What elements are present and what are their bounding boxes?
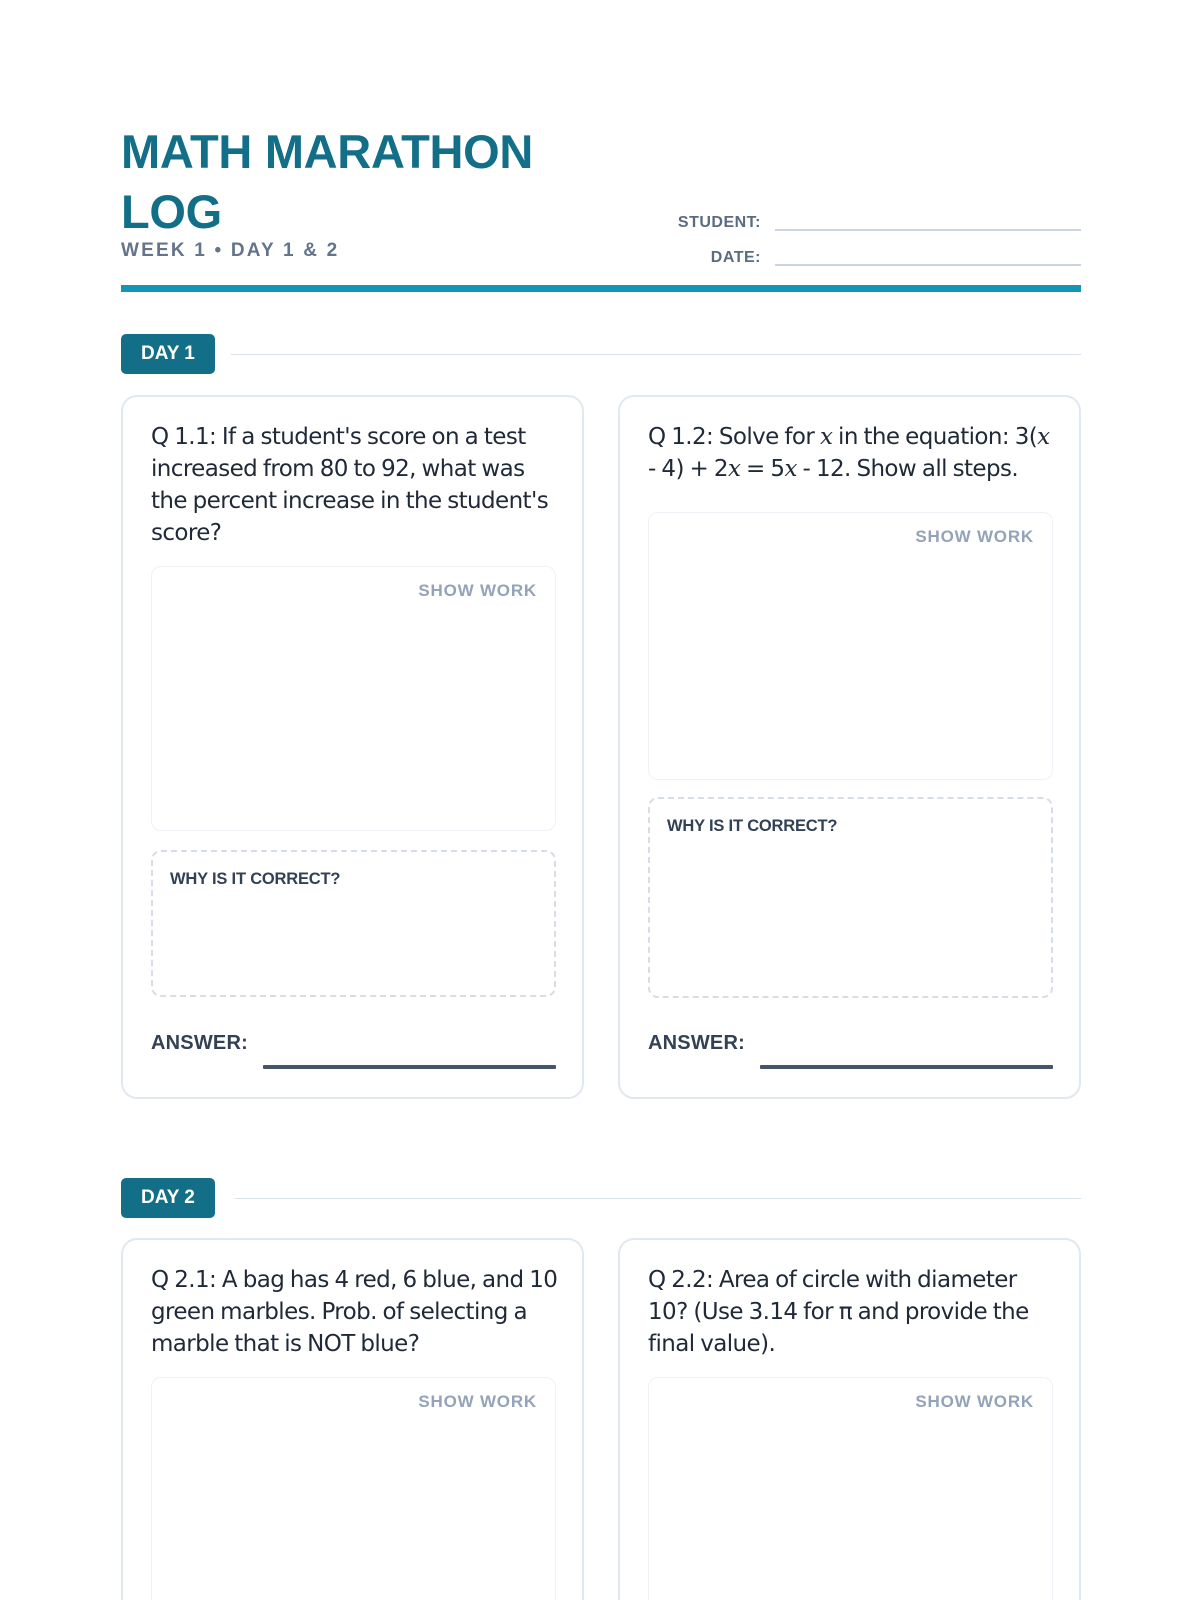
question-text <box>648 1264 1058 1360</box>
answer-input-line[interactable] <box>760 1065 1053 1069</box>
date-label: DATE: <box>710 249 761 266</box>
question-body-part: Solve for <box>718 424 820 450</box>
why-correct-area[interactable] <box>151 850 556 997</box>
date-field[interactable] <box>651 243 1081 267</box>
question-card-1-2 <box>618 395 1081 1099</box>
question-body: A bag has 4 red, 6 blue, and 10 green marbles. Prob. of selecting a marble that is NOT blue? <box>151 1267 558 1357</box>
question-number: Q 1.1: <box>151 424 217 450</box>
question-number: Q 2.1: <box>151 1267 217 1293</box>
day-2-badge: DAY 2 <box>121 1178 215 1218</box>
answer-input-line[interactable] <box>263 1065 556 1069</box>
page-subtitle: WEEK 1 • DAY 1 & 2 <box>121 240 340 261</box>
question-card-1-1 <box>121 395 584 1099</box>
question-body-part: = 5 <box>740 456 785 482</box>
question-text <box>151 421 561 549</box>
question-body: If a student's score on a test increased from 80 to 92, what was the percent increase in the student's score? <box>151 424 549 546</box>
question-body-part: in the equation: 3( <box>832 424 1038 450</box>
day-2-header <box>121 1178 1081 1218</box>
variable-x: x <box>784 456 797 482</box>
student-field[interactable] <box>651 208 1081 232</box>
why-correct-label: WHY IS IT CORRECT? <box>667 817 838 835</box>
day-1-header <box>121 334 1081 374</box>
variable-x: x <box>819 424 833 450</box>
why-correct-area[interactable] <box>648 797 1053 998</box>
question-text <box>648 421 1058 485</box>
worksheet-header <box>121 122 1081 294</box>
variable-x: x <box>1037 424 1050 450</box>
question-body-part: - 12. Show all steps. <box>796 456 1019 482</box>
show-work-area[interactable] <box>648 512 1053 780</box>
show-work-label: SHOW WORK <box>418 581 537 600</box>
answer-label: ANSWER: <box>648 1032 745 1054</box>
question-card-2-1 <box>121 1238 584 1600</box>
answer-label: ANSWER: <box>151 1032 248 1054</box>
show-work-area[interactable] <box>151 566 556 831</box>
show-work-label: SHOW WORK <box>915 1392 1034 1411</box>
question-number: Q 1.2: <box>648 424 714 450</box>
day-1-badge: DAY 1 <box>121 334 215 374</box>
question-body-part: - 4) + 2 <box>648 456 728 482</box>
question-number: Q 2.2: <box>648 1267 714 1293</box>
header-divider <box>121 285 1081 292</box>
variable-x: x <box>727 456 741 482</box>
show-work-area[interactable] <box>648 1377 1053 1600</box>
student-input-line[interactable] <box>775 229 1081 231</box>
why-correct-label: WHY IS IT CORRECT? <box>170 870 341 888</box>
show-work-label: SHOW WORK <box>418 1392 537 1411</box>
date-input-line[interactable] <box>775 264 1081 266</box>
day-2-divider <box>235 1198 1081 1199</box>
question-text <box>151 1264 561 1360</box>
question-card-2-2 <box>618 1238 1081 1600</box>
student-label: STUDENT: <box>677 214 761 231</box>
show-work-label: SHOW WORK <box>915 527 1034 546</box>
day-1-divider <box>231 354 1081 355</box>
show-work-area[interactable] <box>151 1377 556 1600</box>
question-body: Area of circle with diameter 10? (Use 3.14 for π and provide the final value). <box>648 1267 1029 1357</box>
page-title: MATH MARATHON LOG <box>121 125 534 238</box>
